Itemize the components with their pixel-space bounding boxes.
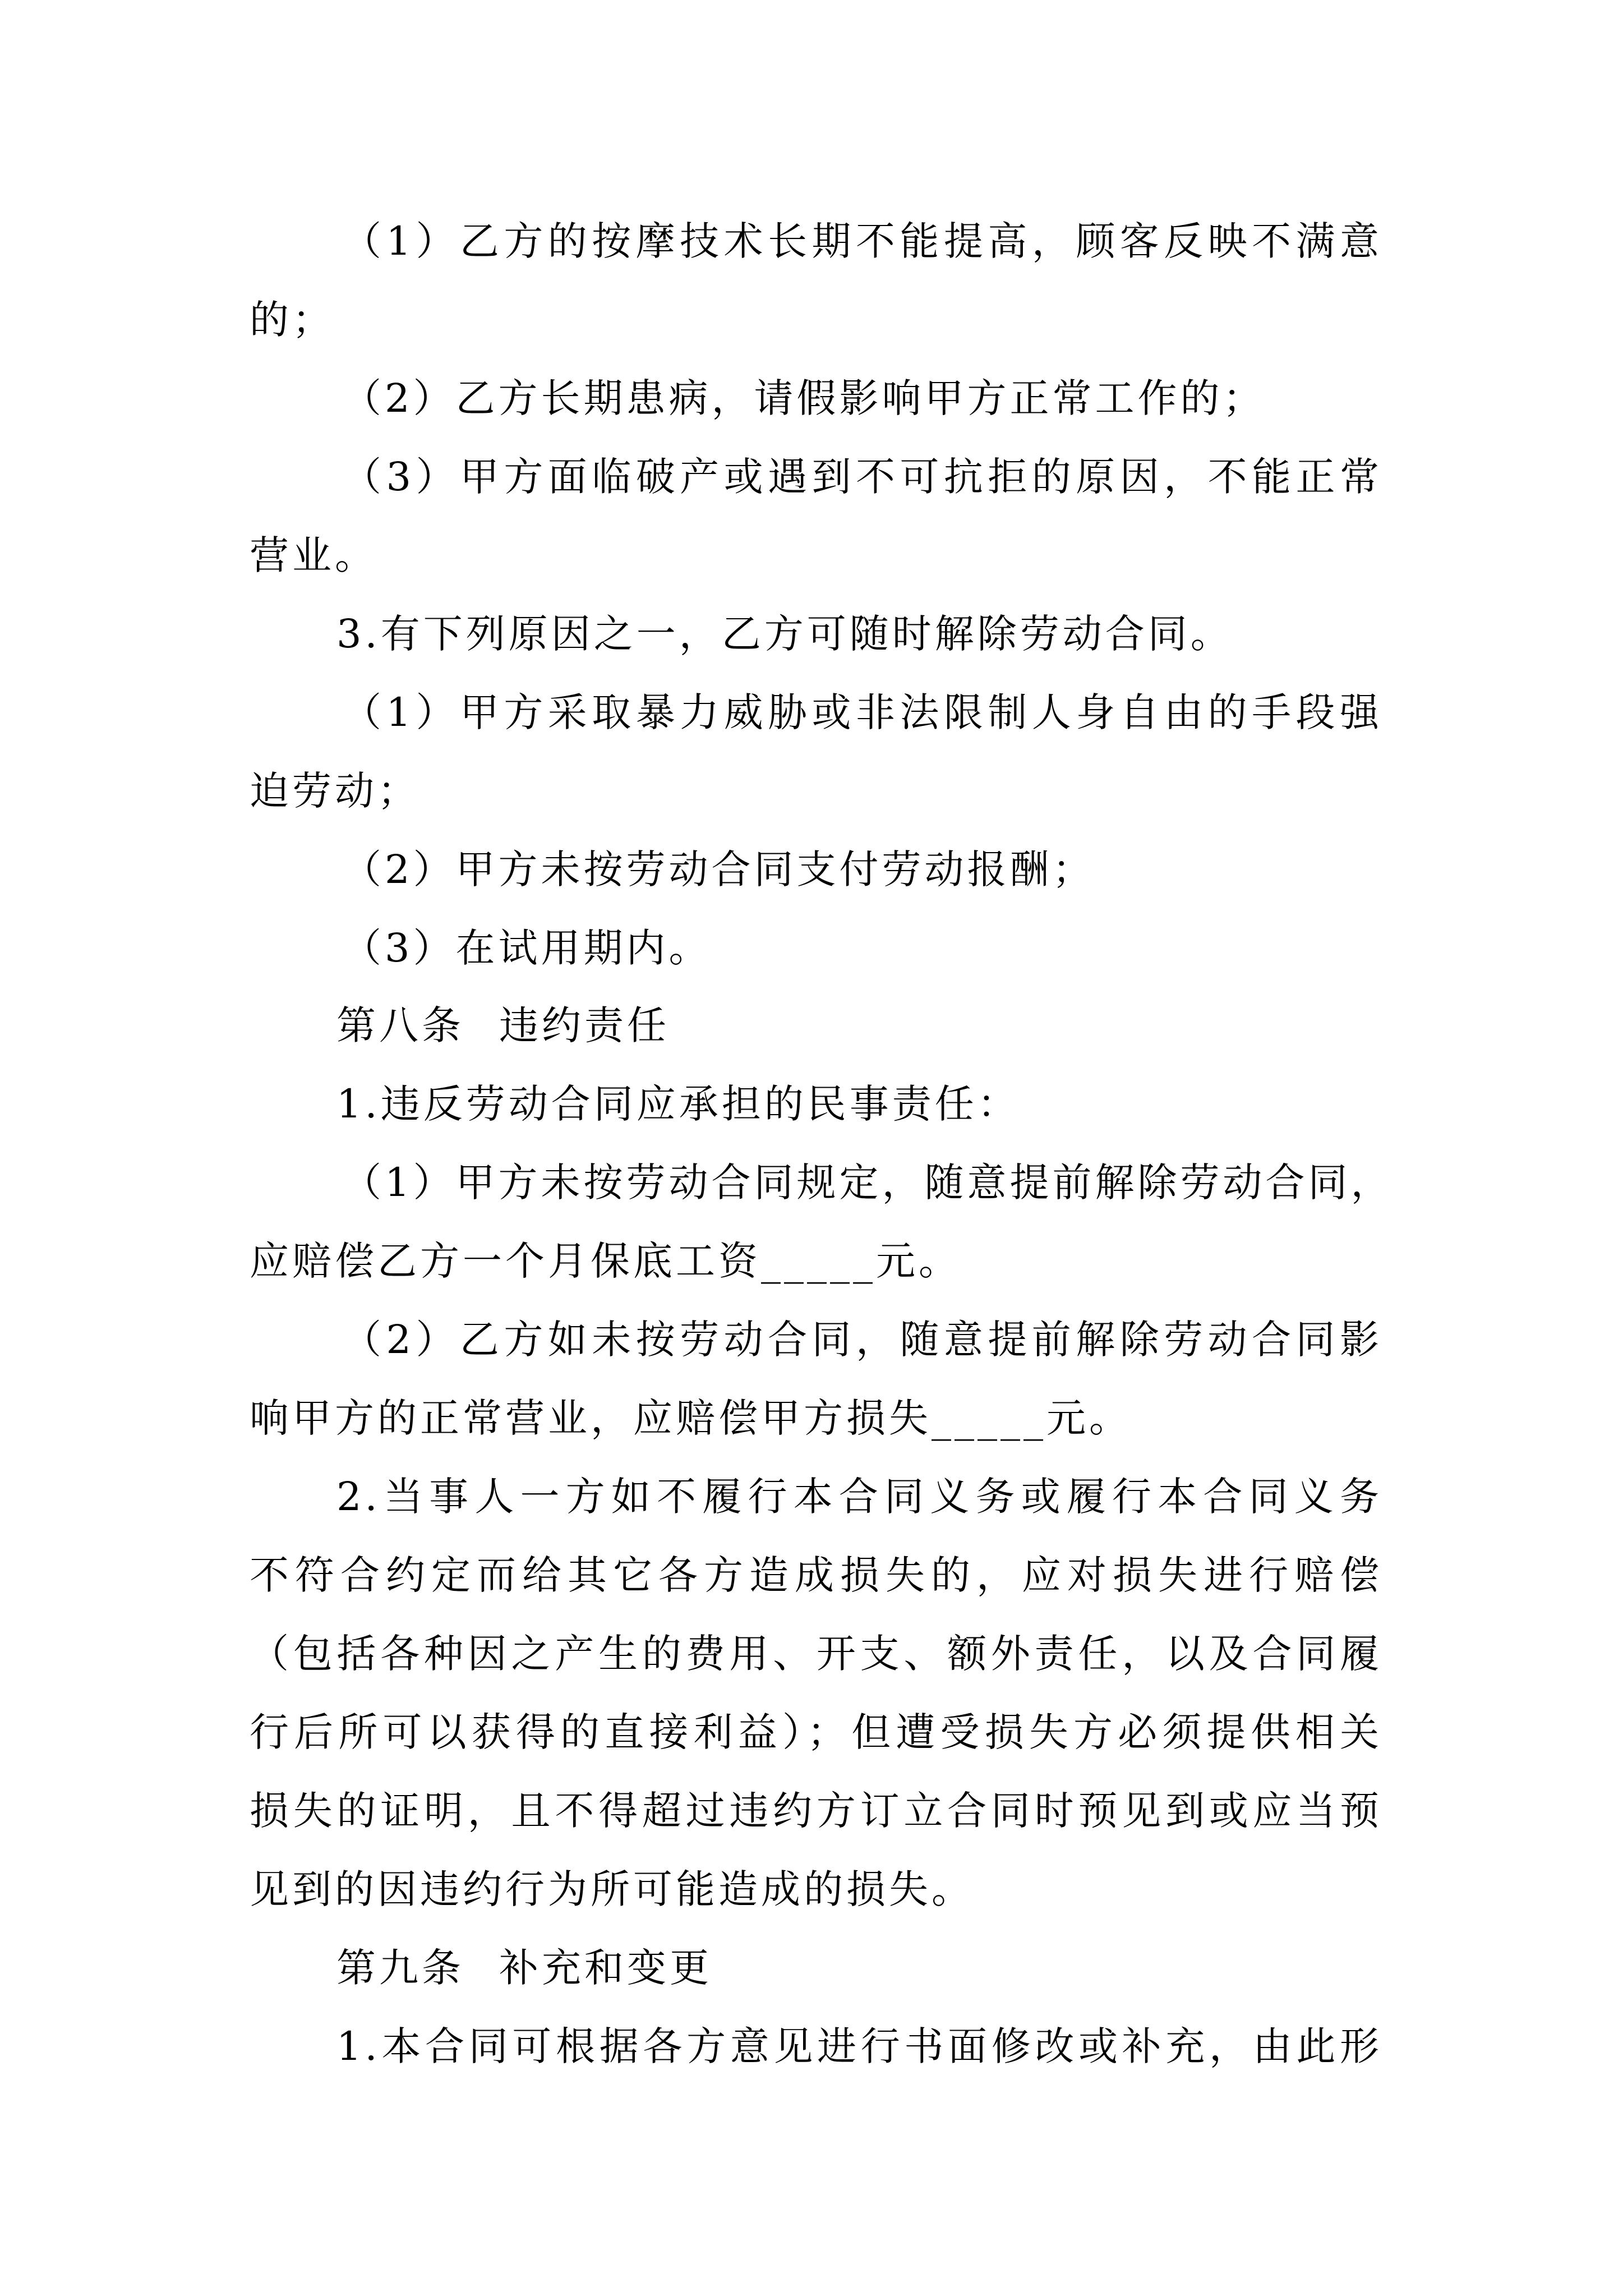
clause-text: 见到的因违约行为所可能造成的损失。: [250, 1866, 974, 1912]
clause-text: 1.本合同可根据各方意见进行书面修改或补充，由此形: [336, 2023, 1382, 2069]
clause-text: （1）甲方未按劳动合同规定，随意提前解除劳动合同，: [342, 1159, 1394, 1205]
article-heading-8: [336, 997, 1382, 1053]
clause-text: 迫劳动；: [250, 768, 420, 814]
clause-text: （1）甲方采取暴力威胁或非法限制人身自由的手段强: [342, 689, 1382, 735]
clause-text: （2）甲方未按劳动合同支付劳动报酬；: [342, 846, 1095, 892]
clause-text: （2）乙方如未按劳动合同，随意提前解除劳动合同影: [342, 1317, 1382, 1363]
clause-text: 损失的证明，且不得超过违约方订立合同时预见到或应当预: [250, 1788, 1382, 1834]
article-number: 第九条: [336, 1945, 464, 1991]
clause-text: （3）在试用期内。: [342, 925, 712, 971]
clause-text: 行后所可以获得的直接利益）；但遭受损失方必须提供相关: [250, 1709, 1382, 1755]
clause-text: （3）甲方面临破产或遇到不可抗拒的原因，不能正常: [342, 454, 1382, 500]
clause-text: 3.有下列原因之一，乙方可随时解除劳动合同。: [336, 611, 1233, 657]
article-title: 补充和变更: [499, 1945, 712, 1991]
article-title: 违约责任: [499, 1002, 670, 1048]
article-heading-9: [336, 1940, 1382, 1996]
clause-text: 不符合约定而给其它各方造成损失的，应对损失进行赔偿: [250, 1552, 1382, 1598]
clause-text: （2）乙方长期患病，请假影响甲方正常工作的；: [342, 375, 1266, 421]
clause-text: 2.当事人一方如不履行本合同义务或履行本合同义务: [336, 1474, 1382, 1520]
clause-text: （包括各种因之产生的费用、开支、额外责任，以及合同履: [250, 1631, 1382, 1677]
article-number: 第八条: [336, 1002, 464, 1048]
clause-text: 营业。: [250, 532, 377, 578]
clause-text: （1）乙方的按摩技术长期不能提高，顾客反映不满意: [342, 218, 1382, 264]
clause-text: 响甲方的正常营业，应赔偿甲方损失_____元。: [250, 1395, 1132, 1441]
clause-text: 的；: [250, 297, 335, 343]
clause-text: 应赔偿乙方一个月保底工资_____元。: [250, 1238, 961, 1284]
clause-text: 1.违反劳动合同应承担的民事责任：: [336, 1081, 1020, 1127]
